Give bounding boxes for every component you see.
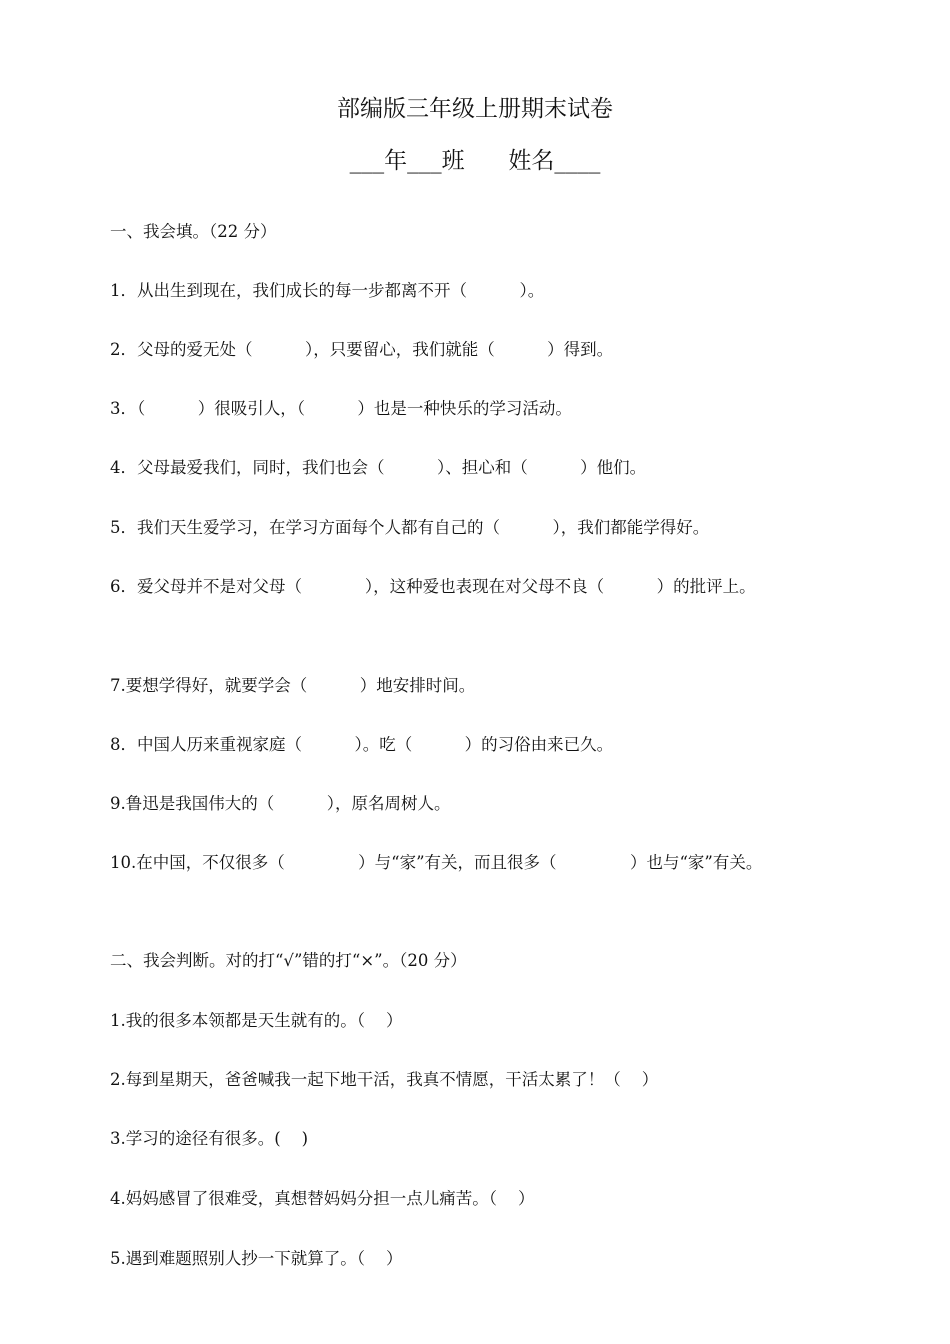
fill-in-question-6: 6．爱父母并不是对父母（ ），这种爱也表现在对父母不良（ ）的批评上。	[110, 577, 756, 596]
true-false-question-2: 2.每到星期天，爸爸喊我一起下地干活，我真不情愿，干活太累了！（ ）	[110, 1070, 659, 1089]
section-heading-true-false: 二、我会判断。对的打“√”错的打“×”。（20 分）	[110, 951, 467, 970]
true-false-question-4: 4.妈妈感冒了很难受，真想替妈妈分担一点儿痛苦。（ ）	[110, 1189, 535, 1208]
exam-title: 部编版三年级上册期末试卷	[337, 96, 613, 122]
fill-in-question-9: 9.鲁迅是我国伟大的（ ），原名周树人。	[110, 794, 451, 813]
true-false-question-3: 3.学习的途径有很多。( )	[110, 1129, 309, 1148]
fill-in-question-3: 3．（ ）很吸引人，（ ）也是一种快乐的学习活动。	[110, 399, 572, 418]
fill-in-question-2: 2．父母的爱无处（ ），只要留心，我们就能（ ）得到。	[110, 340, 614, 359]
section-heading-fill-in: 一、我会填。（22 分）	[110, 222, 277, 241]
student-info-line: ___年___班 姓名____	[349, 148, 601, 174]
fill-in-question-8: 8．中国人历来重视家庭（ ）。吃（ ）的习俗由来已久。	[110, 735, 614, 754]
fill-in-question-1: 1．从出生到现在，我们成长的每一步都离不开（ ）。	[110, 281, 545, 300]
fill-in-question-5: 5．我们天生爱学习，在学习方面每个人都有自己的（ ），我们都能学得好。	[110, 518, 710, 537]
true-false-question-5: 5.遇到难题照别人抄一下就算了。（ ）	[110, 1249, 403, 1268]
fill-in-question-7: 7.要想学得好，就要学会（ ）地安排时间。	[110, 676, 476, 695]
fill-in-question-4: 4．父母最爱我们，同时，我们也会（ ）、担心和（ ）他们。	[110, 458, 647, 477]
fill-in-question-10: 10.在中国，不仅很多（ ）与“家”有关，而且很多（ ）也与“家”有关。	[110, 853, 763, 872]
true-false-question-1: 1.我的很多本领都是天生就有的。（ ）	[110, 1011, 403, 1030]
